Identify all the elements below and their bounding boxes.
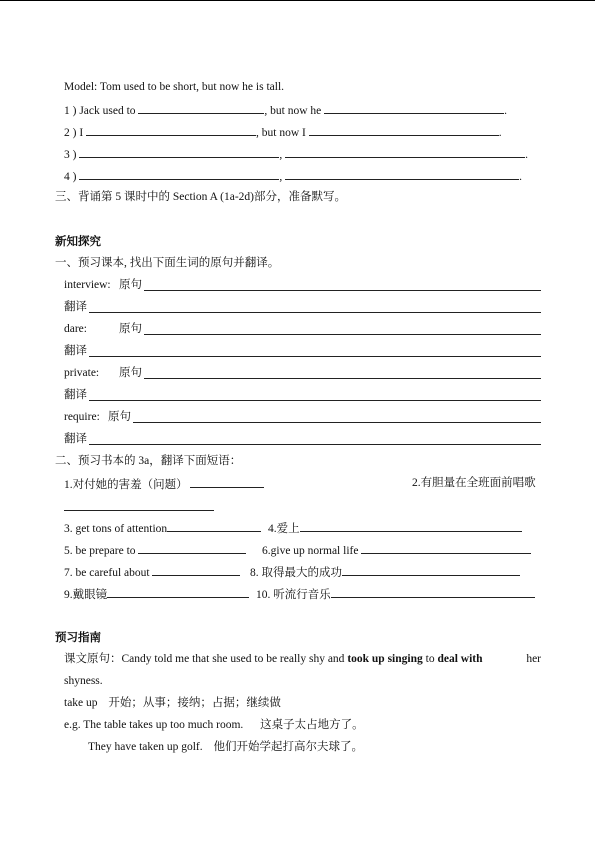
guide-original-sentence xyxy=(64,652,541,666)
guide-orig-her: her xyxy=(526,653,541,665)
blank[interactable] xyxy=(86,124,256,136)
blank[interactable] xyxy=(167,520,261,532)
blank[interactable] xyxy=(285,146,525,158)
phrase-5 xyxy=(64,542,246,558)
phrase-8-text: 8. 取得最大的成功 xyxy=(250,567,342,579)
phrase-2-text: 2.有胆量在全班面前唱歌 xyxy=(412,477,536,489)
blank[interactable] xyxy=(300,520,522,532)
recite-instruction: 三、背诵第 5 课时中的 Section A (1a-2d)部分，准备默写。 xyxy=(55,191,346,203)
phrase-5-text: 5. be prepare to xyxy=(64,545,136,557)
answer-line[interactable] xyxy=(64,510,214,511)
blank[interactable] xyxy=(342,564,520,576)
takeup-meaning: 开始；从事；接纳；占据；继续做 xyxy=(108,697,281,709)
answer-line[interactable] xyxy=(89,312,541,313)
example-1-en: e.g. The table takes up too much room. xyxy=(64,719,244,731)
example-2-cn: 他们开始学起打高尔夫球了。 xyxy=(213,741,364,753)
vocab-dare-trans-label: 翻译 xyxy=(64,345,87,357)
answer-line[interactable] xyxy=(89,400,541,401)
exercise-line-1 xyxy=(64,102,507,118)
example-1-cn: 这桌子太占地方了。 xyxy=(260,719,364,731)
exercise-1-mid: , but now he xyxy=(264,105,322,117)
phrase-10 xyxy=(256,586,535,602)
exercise-4-start: 4 ) xyxy=(64,171,77,183)
answer-line[interactable] xyxy=(89,356,541,357)
example-2 xyxy=(88,740,363,754)
vocab-require-orig-label: 原句 xyxy=(108,411,131,423)
exercise-line-4 xyxy=(64,168,522,184)
phrase-4-text: 4.爱上 xyxy=(268,523,300,535)
answer-line[interactable] xyxy=(133,422,541,423)
model-sentence: Model: Tom used to be short, but now he is tall. xyxy=(64,81,285,93)
takeup-definition xyxy=(64,696,281,710)
phrase-1-text: 1.对付她的害羞（问题） xyxy=(64,479,188,491)
blank[interactable] xyxy=(309,124,499,136)
answer-line[interactable] xyxy=(89,444,541,445)
phrase-6-text: 6.give up normal life xyxy=(262,545,359,557)
guide-orig-text: Candy told me that she used to be really shy and xyxy=(121,653,345,665)
vocab-require-word: require: xyxy=(64,411,100,423)
blank[interactable] xyxy=(190,476,264,488)
period: . xyxy=(525,149,528,161)
phrase-7-text: 7. be careful about xyxy=(64,567,150,579)
phrase-4 xyxy=(268,520,522,536)
vocab-private-trans-label: 翻译 xyxy=(64,389,87,401)
period: . xyxy=(519,171,522,183)
guide-phrase-took-up: took up singing xyxy=(347,653,423,665)
guide-phrase-deal-with: deal with xyxy=(437,653,483,665)
guide-orig-label: 课文原句： xyxy=(64,653,122,665)
answer-line[interactable] xyxy=(144,378,541,379)
blank[interactable] xyxy=(152,564,240,576)
phrase-1 xyxy=(64,476,264,492)
comma: , xyxy=(279,171,283,183)
phrase-9-text: 9.戴眼镜 xyxy=(64,589,108,601)
top-border xyxy=(0,0,595,1)
phrase-10-text: 10. 听流行音乐 xyxy=(256,589,331,601)
answer-line[interactable] xyxy=(144,290,541,291)
part1-title: 一、预习课本, 找出下面生词的原句并翻译。 xyxy=(55,257,280,269)
vocab-private-orig-label: 原句 xyxy=(119,367,142,379)
vocab-dare-orig-label: 原句 xyxy=(119,323,142,335)
blank[interactable] xyxy=(79,168,279,180)
section-heading-new: 新知探究 xyxy=(55,234,101,248)
part2-title: 二、预习书本的 3a，翻译下面短语： xyxy=(55,455,242,467)
vocab-interview-orig-label: 原句 xyxy=(119,279,142,291)
example-1 xyxy=(64,718,364,732)
blank[interactable] xyxy=(138,542,246,554)
example-2-en: They have taken up golf. xyxy=(88,741,203,753)
exercise-2-start: 2 ) I xyxy=(64,127,84,139)
blank[interactable] xyxy=(324,102,504,114)
phrase-6 xyxy=(262,542,531,558)
phrase-7 xyxy=(64,564,240,580)
vocab-require-trans-label: 翻译 xyxy=(64,433,87,445)
vocab-interview-trans-label: 翻译 xyxy=(64,301,87,313)
section-heading-guide: 预习指南 xyxy=(55,630,101,644)
vocab-private-word: private: xyxy=(64,367,100,379)
vocab-interview-word: interview: xyxy=(64,279,111,291)
blank[interactable] xyxy=(361,542,531,554)
phrase-3 xyxy=(64,520,261,536)
vocab-dare-word: dare: xyxy=(64,323,87,335)
blank[interactable] xyxy=(79,146,279,158)
period: . xyxy=(498,127,502,139)
period: . xyxy=(504,105,508,117)
blank[interactable] xyxy=(107,586,249,598)
answer-line[interactable] xyxy=(144,334,541,335)
blank[interactable] xyxy=(331,586,535,598)
exercise-2-mid: , but now I xyxy=(256,127,306,139)
exercise-line-3 xyxy=(64,146,528,162)
exercise-1-start: 1 ) Jack used to xyxy=(64,105,136,117)
phrase-8 xyxy=(250,564,520,580)
guide-orig-to: to xyxy=(425,653,435,665)
blank[interactable] xyxy=(138,102,264,114)
blank[interactable] xyxy=(285,168,519,180)
exercise-3-start: 3 ) xyxy=(64,149,77,161)
phrase-3-text: 3. get tons of attention xyxy=(64,523,168,535)
guide-orig-continuation: shyness. xyxy=(64,675,103,687)
takeup-word: take up xyxy=(64,697,98,709)
comma: , xyxy=(279,149,283,161)
phrase-9 xyxy=(64,586,249,602)
exercise-line-2 xyxy=(64,124,502,140)
